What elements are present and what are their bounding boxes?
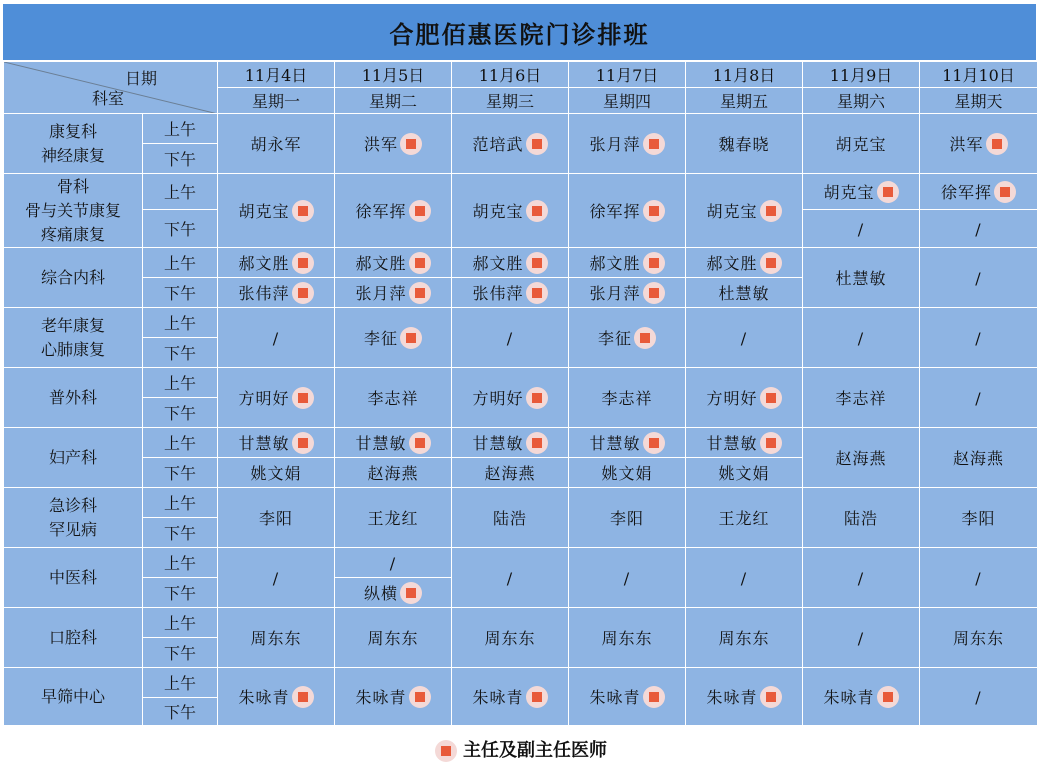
schedule-table <box>3 61 1038 726</box>
doctor-name: 郝文胜 <box>706 254 758 273</box>
doctor-cell <box>452 548 569 608</box>
period-am: 上午 <box>143 174 218 210</box>
doctor-cell <box>686 488 803 548</box>
doctor-cell <box>335 174 452 248</box>
doctor-name: 赵海燕 <box>484 464 536 483</box>
director-marker-icon <box>409 200 431 222</box>
period-pm: 下午 <box>143 278 218 308</box>
doctor-name: 李征 <box>363 329 398 348</box>
doctor-name: 李阳 <box>609 509 644 528</box>
doctor-name: / <box>975 568 982 588</box>
doctor-name: 陆浩 <box>492 509 527 528</box>
doctor-name: 周东东 <box>484 629 536 648</box>
doctor-cell <box>686 458 803 488</box>
period-pm: 下午 <box>143 578 218 608</box>
doctor-cell <box>218 608 335 668</box>
period-am: 上午 <box>143 308 218 338</box>
doctor-cell <box>335 608 452 668</box>
doctor-name: 方明好 <box>238 389 290 408</box>
doctor-name: 郝文胜 <box>472 254 524 273</box>
doctor-name: 李志祥 <box>835 389 887 408</box>
director-marker-icon <box>634 327 656 349</box>
doctor-name: 朱咏青 <box>823 688 875 707</box>
doctor-cell <box>803 174 920 210</box>
director-marker-icon <box>994 181 1016 203</box>
doctor-name: / <box>975 328 982 348</box>
period-am: 上午 <box>143 248 218 278</box>
doctor-name: 纵横 <box>363 584 398 603</box>
doctor-name: / <box>857 568 865 588</box>
doctor-cell <box>686 668 803 726</box>
doctor-cell <box>920 668 1038 726</box>
doctor-name: 朱咏青 <box>706 688 758 707</box>
weekday-header: 星期六 <box>803 88 920 114</box>
period-pm: 下午 <box>143 458 218 488</box>
doctor-name: 甘慧敏 <box>355 434 407 453</box>
doctor-name: / <box>975 687 982 707</box>
doctor-cell <box>218 248 335 278</box>
director-marker-icon <box>760 252 782 274</box>
period-pm: 下午 <box>143 518 218 548</box>
director-marker-icon <box>400 327 422 349</box>
period-pm: 下午 <box>143 398 218 428</box>
doctor-cell <box>803 114 920 174</box>
department-name: 老年康复 心肺康复 <box>4 308 143 368</box>
director-marker-icon <box>526 282 548 304</box>
doctor-cell <box>803 368 920 428</box>
doctor-name: 胡克宝 <box>835 135 887 154</box>
doctor-name: 朱咏青 <box>355 688 407 707</box>
period-am: 上午 <box>143 608 218 638</box>
director-marker-icon <box>292 432 314 454</box>
doctor-name: 姚文娟 <box>601 464 653 483</box>
doctor-name: 李志祥 <box>367 389 419 408</box>
doctor-name: / <box>740 568 748 588</box>
doctor-cell <box>335 308 452 368</box>
director-marker-icon <box>526 252 548 274</box>
period-pm: 下午 <box>143 698 218 726</box>
doctor-name: 周东东 <box>250 629 302 648</box>
director-marker-icon <box>760 387 782 409</box>
doctor-name: 徐军挥 <box>589 202 641 221</box>
period-am: 上午 <box>143 428 218 458</box>
doctor-cell <box>569 458 686 488</box>
doctor-name: 张月萍 <box>589 135 641 154</box>
doctor-cell <box>569 608 686 668</box>
doctor-name: 甘慧敏 <box>589 434 641 453</box>
doctor-name: 李阳 <box>258 509 293 528</box>
doctor-cell <box>686 548 803 608</box>
doctor-name: 方明好 <box>472 389 524 408</box>
doctor-name: 张月萍 <box>355 284 407 303</box>
doctor-cell <box>218 428 335 458</box>
doctor-name: 李阳 <box>961 509 996 528</box>
doctor-name: / <box>857 328 865 348</box>
doctor-name: / <box>857 219 865 239</box>
doctor-cell <box>218 174 335 248</box>
doctor-name: 王龙红 <box>367 509 419 528</box>
doctor-name: 张伟萍 <box>472 284 524 303</box>
doctor-cell <box>218 488 335 548</box>
doctor-name: / <box>975 219 982 239</box>
doctor-name: / <box>506 568 514 588</box>
date-header: 11月7日 <box>569 62 686 88</box>
period-pm: 下午 <box>143 638 218 668</box>
director-marker-icon <box>292 282 314 304</box>
doctor-cell <box>452 608 569 668</box>
director-marker-icon <box>877 181 899 203</box>
director-marker-icon <box>526 133 548 155</box>
doctor-name: 甘慧敏 <box>706 434 758 453</box>
doctor-cell <box>569 114 686 174</box>
department-name: 急诊科 罕见病 <box>4 488 143 548</box>
doctor-cell <box>218 368 335 428</box>
doctor-name: 赵海燕 <box>367 464 419 483</box>
doctor-cell <box>335 548 452 578</box>
doctor-cell <box>218 114 335 174</box>
doctor-cell <box>920 368 1038 428</box>
doctor-cell <box>920 114 1038 174</box>
doctor-name: 李志祥 <box>601 389 653 408</box>
director-marker-icon <box>526 432 548 454</box>
doctor-cell <box>803 428 920 488</box>
weekday-header: 星期三 <box>452 88 569 114</box>
doctor-name: 洪军 <box>949 135 984 154</box>
doctor-cell <box>335 368 452 428</box>
doctor-name: 徐军挥 <box>940 183 992 202</box>
doctor-cell <box>920 488 1038 548</box>
doctor-cell <box>803 608 920 668</box>
director-marker-icon <box>643 252 665 274</box>
department-name: 综合内科 <box>4 248 143 308</box>
doctor-name: 周东东 <box>952 629 1004 648</box>
legend <box>0 736 1040 762</box>
page-title: 合肥佰惠医院门诊排班 <box>3 4 1036 60</box>
doctor-cell <box>569 488 686 548</box>
doctor-cell <box>686 428 803 458</box>
doctor-name: 胡克宝 <box>472 202 524 221</box>
doctor-cell <box>920 548 1038 608</box>
doctor-cell <box>335 278 452 308</box>
date-header: 11月6日 <box>452 62 569 88</box>
doctor-cell <box>803 668 920 726</box>
doctor-cell <box>686 368 803 428</box>
doctor-cell <box>452 488 569 548</box>
department-name: 妇产科 <box>4 428 143 488</box>
director-marker-icon <box>643 133 665 155</box>
doctor-name: / <box>506 328 514 348</box>
doctor-name: 姚文娟 <box>718 464 770 483</box>
doctor-cell <box>218 278 335 308</box>
director-marker-icon <box>643 432 665 454</box>
doctor-name: 郝文胜 <box>238 254 290 273</box>
doctor-cell <box>569 308 686 368</box>
doctor-cell <box>686 278 803 308</box>
doctor-cell <box>569 278 686 308</box>
doctor-cell <box>920 308 1038 368</box>
doctor-cell <box>686 248 803 278</box>
doctor-cell <box>686 308 803 368</box>
doctor-cell <box>218 308 335 368</box>
doctor-name: 周东东 <box>367 629 419 648</box>
doctor-name: 张伟萍 <box>238 284 290 303</box>
doctor-cell <box>569 368 686 428</box>
doctor-name: 甘慧敏 <box>238 434 290 453</box>
dept-label: 科室 <box>92 89 125 108</box>
doctor-cell <box>452 308 569 368</box>
doctor-cell <box>335 668 452 726</box>
doctor-name: 魏春晓 <box>718 135 770 154</box>
doctor-name: / <box>623 568 631 588</box>
doctor-cell <box>452 368 569 428</box>
director-marker-icon <box>292 200 314 222</box>
department-name: 康复科 神经康复 <box>4 114 143 174</box>
department-name: 中医科 <box>4 548 143 608</box>
doctor-name: / <box>975 268 982 288</box>
doctor-cell <box>335 578 452 608</box>
doctor-name: 胡永军 <box>250 135 302 154</box>
period-am: 上午 <box>143 548 218 578</box>
doctor-cell <box>335 458 452 488</box>
director-marker-icon <box>292 252 314 274</box>
director-marker-icon <box>760 432 782 454</box>
director-marker-icon <box>526 200 548 222</box>
doctor-name: 王龙红 <box>718 509 770 528</box>
doctor-name: 朱咏青 <box>238 688 290 707</box>
doctor-name: 胡克宝 <box>706 202 758 221</box>
director-marker-icon <box>877 686 899 708</box>
doctor-name: 赵海燕 <box>952 449 1004 468</box>
doctor-cell <box>803 210 920 248</box>
doctor-name: / <box>389 553 397 573</box>
doctor-cell <box>335 428 452 458</box>
doctor-cell <box>569 248 686 278</box>
doctor-name: 范培武 <box>472 135 524 154</box>
doctor-cell <box>920 248 1038 308</box>
director-marker-icon <box>409 282 431 304</box>
doctor-name: 朱咏青 <box>589 688 641 707</box>
doctor-name: 朱咏青 <box>472 688 524 707</box>
doctor-cell <box>920 174 1038 210</box>
legend-text: 主任及副主任医师 <box>463 740 607 761</box>
period-am: 上午 <box>143 488 218 518</box>
weekday-header: 星期一 <box>218 88 335 114</box>
doctor-cell <box>686 174 803 248</box>
director-marker-icon <box>760 200 782 222</box>
doctor-cell <box>569 668 686 726</box>
director-marker-icon <box>409 252 431 274</box>
doctor-cell <box>452 248 569 278</box>
date-header: 11月10日 <box>920 62 1038 88</box>
weekday-header: 星期五 <box>686 88 803 114</box>
director-marker-icon <box>409 432 431 454</box>
period-pm: 下午 <box>143 210 218 248</box>
doctor-cell <box>803 248 920 308</box>
doctor-name: 张月萍 <box>589 284 641 303</box>
doctor-cell <box>335 248 452 278</box>
date-header: 11月4日 <box>218 62 335 88</box>
doctor-name: 洪军 <box>363 135 398 154</box>
date-header: 11月5日 <box>335 62 452 88</box>
period-am: 上午 <box>143 114 218 144</box>
weekday-header: 星期二 <box>335 88 452 114</box>
doctor-cell <box>218 668 335 726</box>
doctor-name: 胡克宝 <box>238 202 290 221</box>
director-marker-icon <box>409 686 431 708</box>
doctor-name: 李征 <box>597 329 632 348</box>
weekday-header: 星期天 <box>920 88 1038 114</box>
doctor-cell <box>920 608 1038 668</box>
doctor-name: / <box>740 328 748 348</box>
doctor-name: 胡克宝 <box>823 183 875 202</box>
doctor-cell <box>803 548 920 608</box>
doctor-name: 周东东 <box>718 629 770 648</box>
doctor-cell <box>920 428 1038 488</box>
period-am: 上午 <box>143 368 218 398</box>
director-marker-icon <box>400 582 422 604</box>
doctor-name: 姚文娟 <box>250 464 302 483</box>
period-am: 上午 <box>143 668 218 698</box>
date-label: 日期 <box>124 69 157 88</box>
director-marker-icon <box>643 200 665 222</box>
date-header: 11月9日 <box>803 62 920 88</box>
director-marker-icon <box>986 133 1008 155</box>
doctor-cell <box>569 428 686 458</box>
date-header: 11月8日 <box>686 62 803 88</box>
doctor-name: / <box>272 328 280 348</box>
doctor-name: 方明好 <box>706 389 758 408</box>
doctor-cell <box>452 278 569 308</box>
department-name: 骨科 骨与关节康复 疼痛康复 <box>4 174 143 248</box>
doctor-name: 郝文胜 <box>589 254 641 273</box>
director-marker-icon <box>435 740 457 762</box>
department-name: 普外科 <box>4 368 143 428</box>
doctor-cell <box>686 114 803 174</box>
period-pm: 下午 <box>143 144 218 174</box>
doctor-cell <box>452 668 569 726</box>
doctor-name: 甘慧敏 <box>472 434 524 453</box>
doctor-name: / <box>975 388 982 408</box>
doctor-cell <box>686 608 803 668</box>
doctor-cell <box>218 548 335 608</box>
doctor-name: 杜慧敏 <box>835 269 887 288</box>
doctor-cell <box>452 114 569 174</box>
director-marker-icon <box>526 686 548 708</box>
doctor-name: 周东东 <box>601 629 653 648</box>
director-marker-icon <box>400 133 422 155</box>
director-marker-icon <box>292 686 314 708</box>
doctor-name: 陆浩 <box>843 509 878 528</box>
doctor-cell <box>452 458 569 488</box>
doctor-cell <box>569 174 686 248</box>
doctor-name: 郝文胜 <box>355 254 407 273</box>
doctor-cell <box>803 308 920 368</box>
director-marker-icon <box>760 686 782 708</box>
doctor-name: 杜慧敏 <box>718 284 770 303</box>
doctor-cell <box>452 428 569 458</box>
doctor-name: / <box>272 568 280 588</box>
doctor-cell <box>803 488 920 548</box>
period-pm: 下午 <box>143 338 218 368</box>
doctor-cell <box>335 488 452 548</box>
department-name: 口腔科 <box>4 608 143 668</box>
director-marker-icon <box>526 387 548 409</box>
department-name: 早筛中心 <box>4 668 143 726</box>
director-marker-icon <box>643 282 665 304</box>
director-marker-icon <box>643 686 665 708</box>
doctor-name: / <box>857 628 865 648</box>
director-marker-icon <box>292 387 314 409</box>
doctor-cell <box>569 548 686 608</box>
doctor-cell <box>452 174 569 248</box>
doctor-cell <box>920 210 1038 248</box>
doctor-cell <box>335 114 452 174</box>
weekday-header: 星期四 <box>569 88 686 114</box>
corner-header <box>4 62 218 114</box>
doctor-cell <box>218 458 335 488</box>
doctor-name: 徐军挥 <box>355 202 407 221</box>
doctor-name: 赵海燕 <box>835 449 887 468</box>
